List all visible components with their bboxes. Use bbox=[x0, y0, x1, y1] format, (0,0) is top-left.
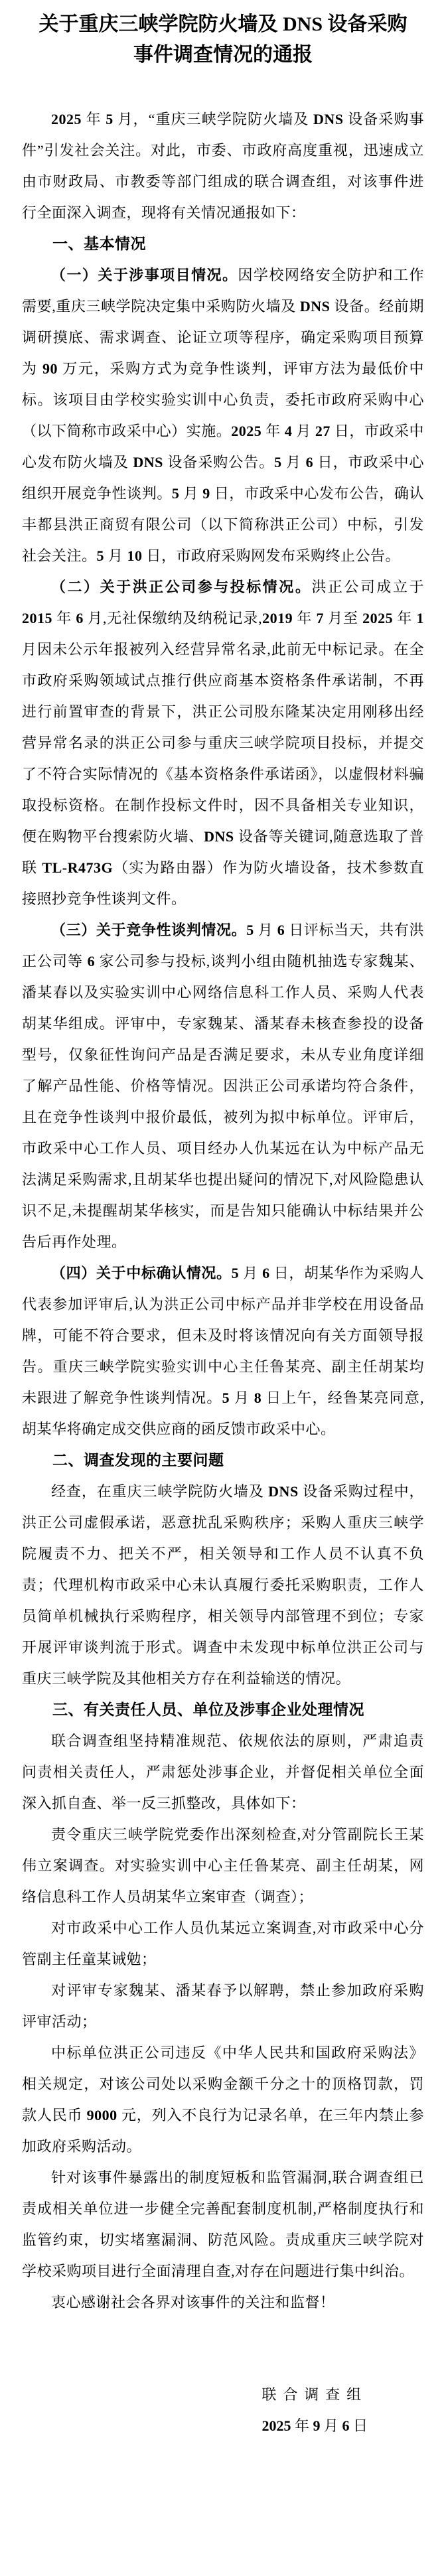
document-title bbox=[22, 9, 424, 70]
paragraph: 经查，在重庆三峡学院防火墙及 DNS 设备采购过程中，洪正公司虚假承诺，恶意扰乱采购秩序；采购人重庆三峡学院履责不力、把关不严，相关领导和工作人员不认真不负责；代理机构市政采中心未认真履行委托采购职责，工作人员简单机械执行采购程序，相关领导内部管理不到位；专家开展评审谈判流于形式。调查中未发现中标单位洪正公司与重庆三峡学院及其他相关方存在利益输送的情况。 bbox=[22, 1483, 424, 1687]
latin-text: TL-R473G bbox=[42, 859, 113, 876]
latin-text: 2025 bbox=[231, 423, 262, 439]
latin-text: 10 bbox=[127, 547, 143, 564]
document-body bbox=[22, 104, 424, 2318]
latin-text: 8 bbox=[254, 1390, 262, 1406]
latin-text: 5 bbox=[96, 547, 105, 564]
latin-text: DNS bbox=[133, 454, 163, 470]
paragraph: 衷心感谢社会各界对该事件的关注和监督！ bbox=[51, 2294, 335, 2311]
latin-text: 2025 bbox=[261, 2417, 291, 2434]
section-heading: 三、有关责任人员、单位及涉事企业处理情况 bbox=[52, 1701, 364, 1718]
latin-text: DNS bbox=[268, 1483, 299, 1500]
latin-text: 2015 bbox=[22, 610, 52, 626]
latin-text: DNS bbox=[299, 298, 331, 315]
latin-text: 5 bbox=[222, 1390, 230, 1406]
latin-text: 90 bbox=[42, 360, 58, 377]
section-heading: 二、调查发现的主要问题 bbox=[52, 1451, 224, 1468]
signature: 联合调查组 bbox=[261, 2386, 368, 2403]
latin-text: 6 bbox=[305, 454, 314, 470]
paragraph-lead: （一）关于涉事项目情况。 bbox=[51, 267, 238, 283]
document-title-line-1: 关于重庆三峡学院防火墙及 DNS 设备采购 bbox=[38, 13, 408, 35]
latin-text: 2019 bbox=[262, 610, 293, 626]
latin-text: 9000 bbox=[86, 2107, 117, 2123]
paragraph: （二）关于洪正公司参与投标情况。洪正公司成立于 2015 年 6 月,无社保缴纳及纳税记录,2019 年 7 月至 2025 年 1 月因未公示年报被列入经营异常名录,此前无中标记录。在全市政府采购领域试点推行供应商基本资格条件承诺制，不再进行前置审查的背景下，洪正公司股东隆某决定用刚移出经营异常名录的洪正公司参与重庆三峡学院项目投标，并提交了不符合实际情况的《基本资格条件承诺函》，以虚假材料骗取投标资格。在制作投标文件时，因不具备相关专业知识，便在购物平台搜索防火墙、DNS 设备等关键词,随意选取了普联 TL-R473G（实为路由器）作为防火墙设备，技术参数直接照抄竞争性谈判文件。 bbox=[22, 579, 424, 907]
signature-block bbox=[22, 2379, 424, 2441]
section-heading: 一、基本情况 bbox=[52, 235, 146, 252]
paragraph: 2025 年 5 月，“重庆三峡学院防火墙及 DNS 设备采购事件”引发社会关注。对此，市委、市政府高度重视，迅速成立由市财政局、市教委等部门组成的联合调查组，对该事件进行全面深入调查，现将有关情况通报如下： bbox=[22, 111, 424, 221]
paragraph: 联合调查组坚持精准规范、依规依法的原则，严肃追责问责相关责任人，严肃惩处涉事企业，并督促相关单位全面深入抓自查、举一反三抓整改，具体如下： bbox=[22, 1733, 424, 1812]
paragraph: （一）关于涉事项目情况。因学校网络安全防护和工作需要,重庆三峡学院决定集中采购防火墙及 DNS 设备。经前期调研摸底、需求调查、论证立项等程序，确定采购项目预算为 90 万元，采购方式为竞争性谈判，评审方法为最低价中标。该项目由学校实验实训中心负责，委托市政府采购中心（以下简称市政采中心）实施。2025 年 4 月 27 日，市政采中心发布防火墙及 DNS 设备采购公告。5 月 6 日，市政采中心组织开展竞争性谈判。5 月 9 日，市政采中心发布公告，确认丰都县洪正商贸有限公司（以下简称洪正公司）中标，引发社会关注。5 月 10 日，市政府采购网发布采购终止公告。 bbox=[22, 267, 424, 564]
paragraph-lead: （二）关于洪正公司参与投标情况。 bbox=[51, 579, 312, 595]
latin-text: 6 bbox=[76, 610, 84, 626]
paragraph-lead: （四）关于中标确认情况。 bbox=[51, 1265, 232, 1281]
latin-text: 5 bbox=[106, 111, 113, 127]
paragraph: 针对该事件暴露出的制度短板和监管漏洞,联合调查组已责成相关单位进一步健全完善配套制度机制,严格制度执行和监管约束，切实堵塞漏洞、防范风险。责成重庆三峡学院对学校采购项目进行全面清理自查,对存在问题进行集中纠治。 bbox=[22, 2169, 424, 2279]
document-title-line-2: 事件调查情况的通报 bbox=[133, 44, 313, 66]
latin-text: 7 bbox=[316, 610, 324, 626]
latin-text: 5 bbox=[231, 1265, 240, 1281]
latin-text: 6 bbox=[87, 953, 96, 969]
latin-text: 2025 bbox=[51, 111, 82, 127]
paragraph: 对市政采中心工作人员仇某远立案调查,对市政采中心分管副主任童某诫勉； bbox=[22, 1920, 424, 1968]
paragraph: 对评审专家魏某、潘某春予以解聘，禁止参加政府采购评审活动； bbox=[22, 1982, 424, 2030]
latin-text: 5 bbox=[171, 485, 180, 502]
date: 2025 年 9 月 6 日 bbox=[261, 2417, 368, 2434]
latin-text: 4 bbox=[284, 423, 293, 439]
latin-text: 1 bbox=[416, 610, 424, 626]
latin-text: 5 bbox=[246, 922, 254, 938]
latin-text: DNS bbox=[204, 828, 234, 845]
latin-text: 6 bbox=[262, 1265, 270, 1281]
latin-text: 9 bbox=[202, 485, 210, 502]
paragraph: （四）关于中标确认情况。5 月 6 日，胡某华作为采购人代表参加评审后,认为洪正公司中标产品并非学校在用设备品牌，可能不符合要求，但未及时将该情况向有关方面领导报告。重庆三峡学院实验实训中心主任鲁某亮、副主任胡某均未跟进了解竞争性谈判情况。5 月 8 日上午，经鲁某亮同意,胡某华将确定成交供应商的函反馈市政采中心。 bbox=[22, 1265, 424, 1437]
latin-text: DNS bbox=[313, 111, 344, 127]
latin-text: 2025 bbox=[362, 610, 394, 626]
latin-text: 27 bbox=[315, 423, 331, 439]
paragraph: 责令重庆三峡学院党委作出深刻检查,对分管副院长王某伟立案调查。对实验实训中心主任鲁某亮、副主任胡某，网络信息科工作人员胡某华立案审查（调查）； bbox=[22, 1826, 424, 1905]
latin-text: 9 bbox=[313, 2417, 321, 2434]
latin-text: 6 bbox=[342, 2417, 350, 2434]
paragraph-lead: （三）关于竞争性谈判情况。 bbox=[51, 922, 247, 938]
latin-text: 6 bbox=[277, 922, 285, 938]
latin-text: 5 bbox=[274, 454, 282, 470]
paragraph: 中标单位洪正公司违反《中华人民共和国政府采购法》相关规定，对该公司处以采购金额千分之十的顶格罚款，罚款人民币 9000 元，列入不良行为记录名单，在三年内禁止参加政府采购活动。 bbox=[22, 2044, 424, 2155]
paragraph: （三）关于竞争性谈判情况。5 月 6 日评标当天，共有洪正公司等 6 家公司参与投标,谈判小组由随机抽选专家魏某、潘某春以及实验实训中心网络信息科工作人员、采购人代表胡某华组成。评审中，专家魏某、潘某春未核查参投的设备型号，仅象征性询问产品是否满足要求，未从专业角度详细了解产品性能、价格等情况。因洪正公司承诺均符合条件，且在竞争性谈判中报价最低，被列为拟中标单位。评审后，市政采中心工作人员、项目经办人仇某远在认为中标产品无法满足采购需求,且胡某华也提出疑问的情况下,对风险隐患认识不足,未提醒胡某华核实，而是告知只能确认中标结果并公告后再作处理。 bbox=[22, 922, 424, 1250]
